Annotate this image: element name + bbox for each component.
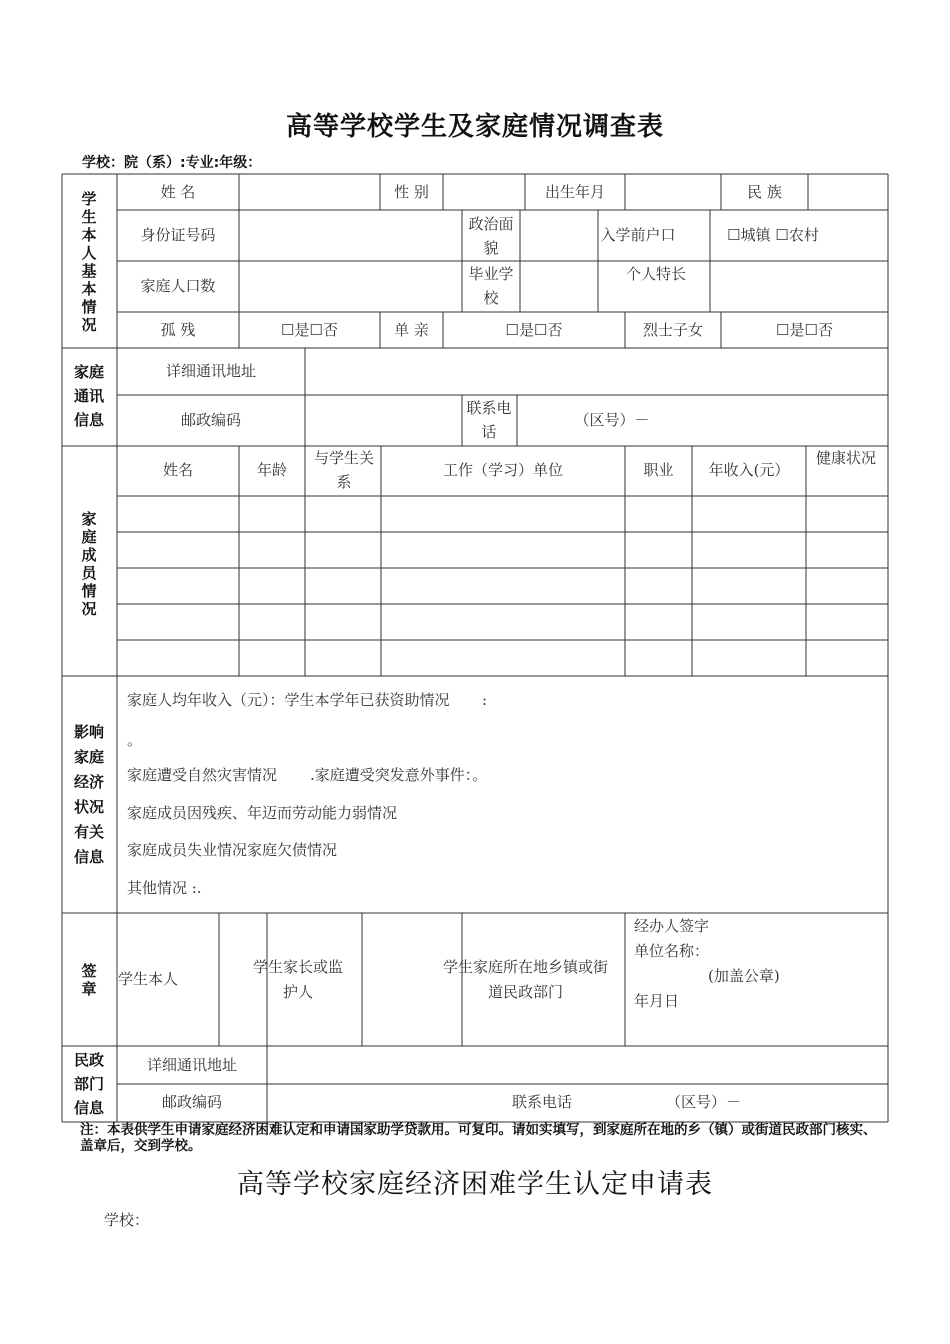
label-household: 家庭人口数 — [140, 277, 216, 295]
economy-line-disaster: 家庭遭受自然灾害情况 — [127, 766, 278, 784]
second-form-title: 高等学校家庭经济困难学生认定申请表 — [237, 1169, 713, 1200]
label-postcode: 邮政编码 — [180, 411, 241, 429]
sign-handler: 经办人签字 — [634, 917, 710, 935]
sign-date: 年月日 — [634, 992, 680, 1010]
label-single-parent: 单 亲 — [394, 321, 429, 339]
school-department-line: 学校：院（系）:专业:年级： — [82, 155, 262, 171]
member-header-workplace: 工作（学习）单位 — [442, 461, 563, 479]
label-hukou: 入学前户口 — [600, 226, 676, 244]
member-header-relation: 与学生关系 — [314, 449, 375, 491]
label-orphan: 孤 残 — [160, 321, 196, 339]
civil-phone-area-code[interactable]: （区号）－ — [666, 1093, 742, 1111]
section-label-contact: 家庭通讯信息 — [73, 363, 104, 429]
economy-line-other: 其他情况 :. — [127, 879, 202, 897]
civil-label-phone: 联系电话 — [512, 1093, 573, 1111]
footnote: 注：本表供学生申请家庭经济困难认定和申请国家助学贷款用。可复印。请如实填写，到家庭所在地的乡（镇）或街道民政部门核实、盖章后，交到学校。 — [80, 1122, 877, 1154]
label-martyr: 烈士子女 — [642, 321, 703, 339]
economy-line-unemployment: 家庭成员失业情况家庭欠债情况 — [127, 841, 338, 859]
sign-unit: 单位名称： — [634, 942, 710, 960]
label-phone: 联系电话 — [466, 399, 512, 441]
member-header-health: 健康状况 — [816, 449, 877, 467]
label-birth: 出生年月 — [544, 183, 605, 201]
orphan-yes-no[interactable]: ☐是☐否 — [281, 321, 338, 339]
section-label-basic: 学生本人基本情况 — [81, 190, 97, 334]
label-gender: 性 别 — [394, 183, 429, 201]
label-address: 详细通讯地址 — [165, 362, 256, 380]
martyr-yes-no[interactable]: ☐是☐否 — [776, 321, 833, 339]
section-label-members: 家庭成员情况 — [81, 510, 97, 618]
section-label-economy: 影响家庭经济状况有关信息 — [73, 723, 104, 866]
second-form-school-label: 学校： — [104, 1211, 150, 1229]
sign-civil-dept: 学生家庭所在地乡镇或街道民政部门 — [442, 958, 608, 1001]
label-political: 政治面貌 — [468, 215, 514, 257]
sign-student: 学生本人 — [118, 970, 179, 988]
form-title: 高等学校学生及家庭情况调查表 — [285, 112, 664, 142]
label-name: 姓 名 — [160, 183, 196, 201]
single-parent-yes-no[interactable]: ☐是☐否 — [505, 321, 563, 339]
hukou-options[interactable]: ☐城镇 ☐农村 — [727, 226, 819, 244]
phone-area-code[interactable]: （区号）－ — [574, 411, 650, 429]
section-label-civil: 民政部门信息 — [73, 1051, 104, 1117]
economy-line-period: 。 — [127, 731, 143, 749]
civil-label-address: 详细通讯地址 — [146, 1056, 237, 1074]
label-ethnicity: 民 族 — [747, 183, 782, 201]
economy-line-colon: : — [482, 691, 488, 709]
sign-guardian: 学生家长或监护人 — [252, 958, 343, 1001]
section-label-sign: 签章 — [81, 962, 97, 998]
member-header-name: 姓名 — [162, 461, 193, 479]
economy-line-accident: .家庭遭受突发意外事件：。 — [310, 766, 488, 784]
member-header-income: 年收入(元） — [708, 461, 790, 479]
economy-line-income: 家庭人均年收入（元）：学生本学年已获资助情况 — [127, 691, 450, 709]
member-header-job: 职业 — [643, 461, 674, 479]
label-talent: 个人特长 — [626, 265, 687, 283]
member-header-age: 年龄 — [256, 461, 287, 479]
label-school: 毕业学校 — [468, 265, 514, 307]
label-id-number: 身份证号码 — [140, 226, 216, 244]
sign-seal: (加盖公章) — [708, 967, 780, 985]
economy-line-disability: 家庭成员因残疾、年迈而劳动能力弱情况 — [127, 804, 398, 822]
civil-label-postcode: 邮政编码 — [161, 1093, 222, 1111]
